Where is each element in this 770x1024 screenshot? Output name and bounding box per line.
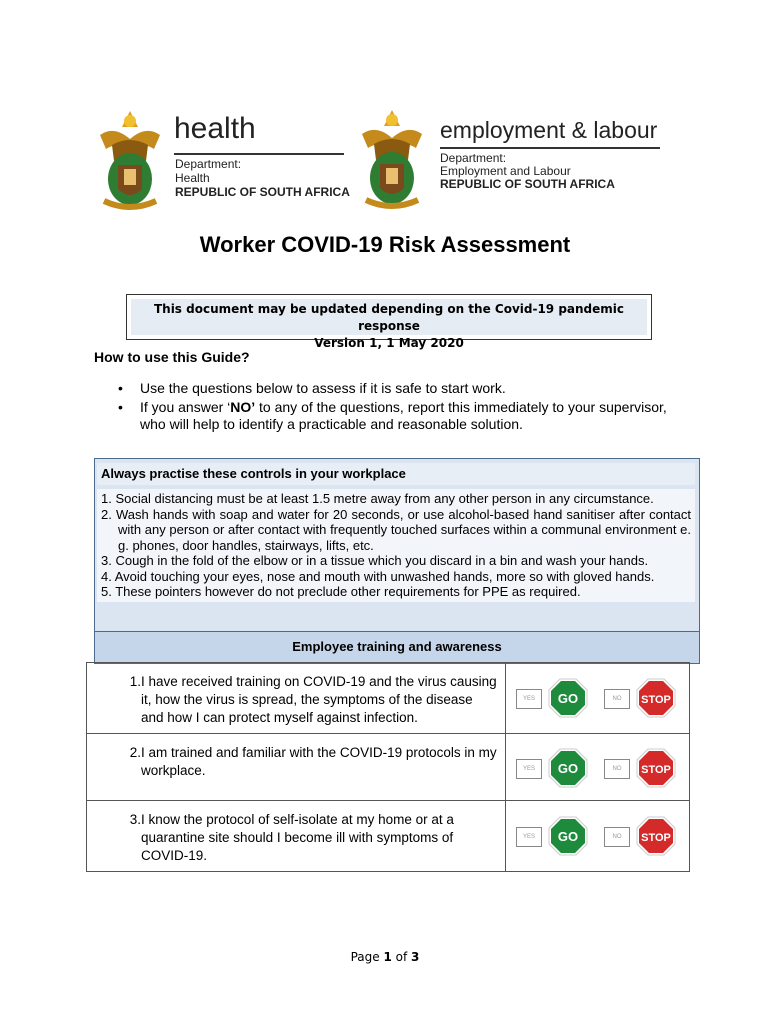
control-item-4: 4. Avoid touching your eyes, nose and mouth with unwashed hands, more so with gloved hands.	[101, 568, 655, 584]
controls-box	[94, 458, 700, 664]
labour-dept-name: employment & labour	[440, 117, 658, 143]
labour-dept-line2: Employment and Labour	[440, 164, 571, 178]
health-dept-line2: Health	[175, 171, 210, 185]
no-checkbox[interactable]: NO	[604, 689, 630, 709]
page-total: 3	[411, 950, 420, 964]
question-number: 2.	[129, 745, 141, 760]
page-current: 1	[383, 950, 392, 964]
no-checkbox[interactable]: NO	[604, 827, 630, 847]
page-mid: of	[391, 950, 412, 964]
controls-list	[97, 489, 695, 602]
page-prefix: Page	[350, 950, 384, 964]
health-dept-line3: REPUBLIC OF SOUTH AFRICA	[175, 185, 350, 199]
control-item-2: 2. Wash hands with soap and water for 20 seconds, or use alcohol-based hand sanitiser after contact with any person or after contact with frequently touched surfaces within a communal environment e. g. phones, door handles, stairways, lifts, etc.	[101, 506, 691, 553]
stop-text: STOP	[641, 764, 671, 776]
go-text: GO	[557, 829, 579, 844]
guide-bullet-1	[118, 380, 688, 397]
question-text	[117, 811, 497, 865]
labour-dept-line3: REPUBLIC OF SOUTH AFRICA	[440, 177, 615, 191]
question-2-text: I am trained and familiar with the COVID-19 protocols in my workplace.	[141, 745, 497, 778]
labour-dept-line1: Department:	[440, 151, 507, 165]
go-sign-icon[interactable]	[548, 678, 588, 718]
yes-checkbox[interactable]: YES	[516, 827, 542, 847]
question-text	[117, 673, 497, 727]
go-text: GO	[557, 761, 579, 776]
page-title: Worker COVID-19 Risk Assessment	[199, 232, 571, 257]
question-3-text: I know the protocol of self-isolate at my home or at a quarantine site should I become ill with symptoms of COVID-19.	[141, 812, 454, 863]
stop-sign-icon[interactable]	[636, 678, 676, 718]
yes-checkbox[interactable]: YES	[516, 759, 542, 779]
guide-bullet-2-no: NO’	[230, 399, 256, 415]
health-dept-line1: Department:	[175, 157, 242, 171]
notice-line1: This document may be updated depending on the Covid-19 pandemic response	[153, 302, 625, 333]
bullet-dot: •	[118, 399, 123, 415]
column-divider	[505, 801, 506, 871]
control-item-3: 3. Cough in the fold of the elbow or in a tissue which you discard in a bin and wash your hands.	[101, 553, 649, 568]
stop-sign-icon[interactable]	[636, 816, 676, 856]
guide-bullet-2	[118, 399, 688, 433]
questions-table	[86, 662, 690, 872]
bullet-dot: •	[118, 380, 123, 396]
question-number: 1.	[129, 674, 141, 689]
control-item-5: 5. These pointers however do not preclude other requirements for PPE as required.	[101, 584, 581, 599]
column-divider	[505, 663, 506, 733]
no-checkbox[interactable]: NO	[604, 759, 630, 779]
control-item-1: 1. Social distancing must be at least 1.5 metre away from any other person in any circumstance.	[101, 491, 654, 506]
stop-sign-icon[interactable]	[636, 748, 676, 788]
page-number	[0, 950, 770, 964]
go-text: GO	[557, 691, 579, 706]
yes-checkbox[interactable]: YES	[516, 689, 542, 709]
stop-text: STOP	[641, 694, 671, 706]
health-rule	[174, 153, 344, 155]
question-number: 3.	[129, 812, 141, 827]
coat-of-arms-labour-icon	[356, 104, 428, 214]
guide-bullet-2-pre: If you answer ‘	[140, 399, 231, 415]
guide-bullet-2-post: to any of the questions, report this immediately to your supervisor, who will help to identify a practicable and reasonable solution.	[140, 399, 667, 432]
controls-heading: Always practise these controls in your workplace	[97, 463, 695, 485]
question-text	[117, 744, 497, 780]
question-row-2	[87, 734, 689, 801]
question-1-text: I have received training on COVID-19 and the virus causing it, how the virus is spread, the symptoms of the disease and how I can protect myself against infection.	[141, 674, 497, 725]
question-row-3	[87, 801, 689, 872]
health-dept-name: health	[174, 112, 256, 145]
notice-box	[126, 294, 652, 350]
question-row-1	[87, 662, 689, 734]
go-sign-icon[interactable]	[548, 816, 588, 856]
guide-bullets	[118, 380, 688, 435]
go-sign-icon[interactable]	[548, 748, 588, 788]
notice-version: Version 1, 1 May 2020	[314, 336, 464, 350]
stop-text: STOP	[641, 832, 671, 844]
coat-of-arms-health-icon	[94, 105, 166, 215]
guide-heading: How to use this Guide?	[94, 349, 250, 365]
guide-bullet-1-text: Use the questions below to assess if it is safe to start work.	[140, 380, 506, 396]
labour-rule	[440, 147, 660, 149]
column-divider	[505, 734, 506, 800]
section-heading-training: Employee training and awareness	[95, 632, 699, 663]
